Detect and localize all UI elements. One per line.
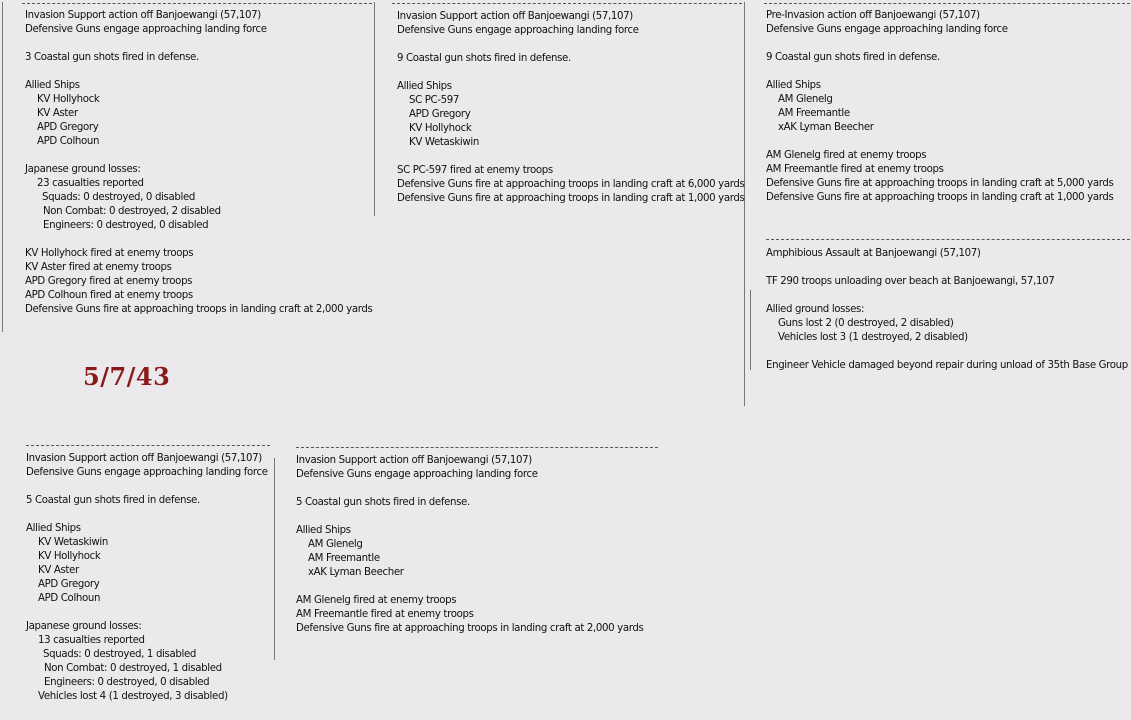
noncombat-losses: Non Combat: 0 destroyed, 2 disabled — [43, 206, 221, 217]
report-subheader: Defensive Guns engage approaching landing force — [766, 24, 1008, 35]
event-line: APD Colhoun fired at enemy troops — [25, 290, 193, 301]
separator-line — [374, 2, 375, 216]
report-header: Pre-Invasion action off Banjoewangi (57,107) — [766, 10, 980, 21]
ship-entry: AM Glenelg — [308, 539, 363, 550]
ship-entry: APD Colhoun — [37, 136, 100, 147]
separator-line — [392, 3, 742, 4]
allied-ships-title: Allied Ships — [26, 523, 81, 534]
engineer-losses: Engineers: 0 destroyed, 0 disabled — [44, 677, 210, 688]
ship-entry: KV Wetaskiwin — [38, 537, 108, 548]
separator-line — [274, 458, 275, 660]
separator-line — [766, 239, 1130, 240]
coastal-gun-shots: 9 Coastal gun shots fired in defense. — [766, 52, 940, 63]
ship-entry: AM Freemantle — [308, 553, 380, 564]
ground-losses-title: Japanese ground losses: — [26, 621, 142, 632]
combat-report-panel-5 — [26, 452, 268, 704]
event-line: AM Glenelg fired at enemy troops — [296, 595, 457, 606]
coastal-gun-shots: 3 Coastal gun shots fired in defense. — [25, 52, 199, 63]
ship-entry: KV Hollyhock — [409, 123, 472, 134]
ship-entry: KV Hollyhock — [38, 551, 101, 562]
casualties-line: 13 casualties reported — [38, 635, 145, 646]
report-header: Amphibious Assault at Banjoewangi (57,107) — [766, 248, 981, 259]
report-subheader: Defensive Guns engage approaching landing force — [397, 25, 639, 36]
combat-report-panel-4 — [766, 247, 1128, 373]
allied-ships-title: Allied Ships — [397, 81, 452, 92]
separator-line — [764, 3, 1130, 4]
ship-entry: APD Gregory — [409, 109, 471, 120]
separator-line — [2, 2, 3, 332]
event-line: Defensive Guns fire at approaching troops in landing craft at 1,000 yards — [397, 193, 745, 204]
event-line: SC PC-597 fired at enemy troops — [397, 165, 553, 176]
ship-entry: SC PC-597 — [409, 95, 460, 106]
ship-entry: KV Aster — [38, 565, 79, 576]
coastal-gun-shots: 9 Coastal gun shots fired in defense. — [397, 53, 571, 64]
separator-line — [750, 290, 751, 370]
unload-line: TF 290 troops unloading over beach at Banjoewangi, 57,107 — [766, 276, 1055, 287]
ship-entry: AM Glenelg — [778, 94, 833, 105]
noncombat-losses: Non Combat: 0 destroyed, 1 disabled — [44, 663, 222, 674]
ship-entry: APD Gregory — [38, 579, 100, 590]
report-header: Invasion Support action off Banjoewangi (57,107) — [397, 11, 633, 22]
report-subheader: Defensive Guns engage approaching landing force — [26, 467, 268, 478]
event-line: Defensive Guns fire at approaching troops in landing craft at 2,000 yards — [25, 304, 373, 315]
ship-entry: xAK Lyman Beecher — [308, 567, 404, 578]
event-line: Defensive Guns fire at approaching troops in landing craft at 6,000 yards — [397, 179, 745, 190]
separator-line — [22, 3, 372, 4]
coastal-gun-shots: 5 Coastal gun shots fired in defense. — [296, 497, 470, 508]
event-line: KV Hollyhock fired at enemy troops — [25, 248, 194, 259]
event-line: AM Glenelg fired at enemy troops — [766, 150, 927, 161]
squads-losses: Squads: 0 destroyed, 0 disabled — [42, 192, 196, 203]
combat-report-panel-3 — [766, 9, 1114, 205]
allied-ships-title: Allied Ships — [766, 80, 821, 91]
report-subheader: Defensive Guns engage approaching landing force — [25, 24, 267, 35]
separator-line — [296, 447, 658, 448]
report-header: Invasion Support action off Banjoewangi (57,107) — [25, 10, 261, 21]
report-header: Invasion Support action off Banjoewangi (57,107) — [26, 453, 262, 464]
casualties-line: 23 casualties reported — [37, 178, 144, 189]
combat-report-panel-2 — [397, 10, 745, 206]
allied-ships-title: Allied Ships — [25, 80, 80, 91]
allied-ships-title: Allied Ships — [296, 525, 351, 536]
ship-entry: xAK Lyman Beecher — [778, 122, 874, 133]
damage-line: Engineer Vehicle damaged beyond repair during unload of 35th Base Group — [766, 360, 1128, 371]
event-line: AM Freemantle fired at enemy troops — [296, 609, 474, 620]
vehicles-lost: Vehicles lost 4 (1 destroyed, 3 disabled) — [38, 691, 228, 702]
ship-entry: AM Freemantle — [778, 108, 850, 119]
engineer-losses: Engineers: 0 destroyed, 0 disabled — [43, 220, 209, 231]
event-line: Defensive Guns fire at approaching troops in landing craft at 5,000 yards — [766, 178, 1114, 189]
guns-lost: Guns lost 2 (0 destroyed, 2 disabled) — [778, 318, 954, 329]
ship-entry: KV Hollyhock — [37, 94, 100, 105]
event-line: APD Gregory fired at enemy troops — [25, 276, 193, 287]
date-stamp: 5/7/43 — [83, 362, 171, 391]
combat-report-panel-6 — [296, 454, 644, 636]
report-header: Invasion Support action off Banjoewangi (57,107) — [296, 455, 532, 466]
event-line: Defensive Guns fire at approaching troops in landing craft at 2,000 yards — [296, 623, 644, 634]
squads-losses: Squads: 0 destroyed, 1 disabled — [43, 649, 197, 660]
ship-entry: APD Gregory — [37, 122, 99, 133]
separator-line — [26, 445, 270, 446]
event-line: Defensive Guns fire at approaching troops in landing craft at 1,000 yards — [766, 192, 1114, 203]
event-line: AM Freemantle fired at enemy troops — [766, 164, 944, 175]
ground-losses-title: Japanese ground losses: — [25, 164, 141, 175]
ground-losses-title: Allied ground losses: — [766, 304, 865, 315]
vehicles-lost: Vehicles lost 3 (1 destroyed, 2 disabled) — [778, 332, 968, 343]
ship-entry: KV Aster — [37, 108, 78, 119]
event-line: KV Aster fired at enemy troops — [25, 262, 172, 273]
combat-report-panel-1 — [25, 9, 373, 317]
ship-entry: APD Colhoun — [38, 593, 101, 604]
ship-entry: KV Wetaskiwin — [409, 137, 479, 148]
coastal-gun-shots: 5 Coastal gun shots fired in defense. — [26, 495, 200, 506]
report-subheader: Defensive Guns engage approaching landing force — [296, 469, 538, 480]
